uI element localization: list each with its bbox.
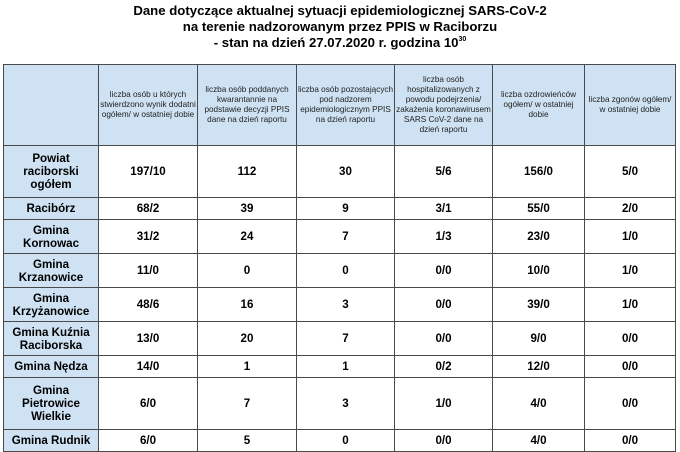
cell-value: 16 [240,298,254,311]
cell-value: 1/3 [435,230,452,243]
cell-value: 14/0 [136,360,160,373]
cell-hospitalized [395,198,493,220]
cell-deaths [585,356,676,378]
col-header-recovered: liczba ozdrowieńców ogółem/ w ostatniej dobie [493,65,585,146]
row-label: Gmina Krzyżanowice [4,288,99,322]
cell-value: 3 [342,397,349,410]
cell-value: 0/0 [435,434,452,447]
col-header-hospitalized: liczba osób hospitalizowanych z powodu podejrzenia/ zakażenia koronawirusem SARS CoV-2 dane na dzień raportu [395,65,493,146]
row-label: Gmina Pietrowice Wielkie [4,378,99,430]
cell-value: 24 [240,230,254,243]
cell-supervision [297,288,395,322]
cell-deaths [585,322,676,356]
cell-value: 0 [342,434,349,447]
row-label: Gmina Rudnik [4,430,99,452]
cell-value: 3/1 [435,202,452,215]
cell-value: 0/0 [435,264,452,277]
cell-value: 112 [237,165,257,178]
cell-value: 0/0 [435,332,452,345]
cell-value: 4/0 [530,397,547,410]
cell-value: 7 [243,397,251,410]
table-row [4,220,676,254]
col-header-quarantine: liczba osób poddanych kwarantannie na podstawie decyzji PPIS dane na dzień raportu [198,65,297,146]
cell-value: 1/0 [435,397,452,410]
cell-value: 31/2 [136,230,160,243]
cell-deaths [585,254,676,288]
cell-value: 9/0 [530,332,547,345]
cell-positive [99,220,198,254]
cell-hospitalized [395,220,493,254]
cell-deaths [585,220,676,254]
cell-hospitalized [395,146,493,198]
cell-supervision [297,146,395,198]
cell-value: 156/0 [523,165,553,178]
row-label: Powiat raciborski ogółem [4,146,99,198]
cell-positive [99,288,198,322]
cell-value: 48/6 [136,298,160,311]
cell-value: 68/2 [136,202,160,215]
cell-value: 0 [342,264,349,277]
cell-value: 5 [243,434,251,447]
cell-supervision [297,430,395,452]
cell-hospitalized [395,288,493,322]
cell-quarantine [198,322,297,356]
cell-recovered [493,322,585,356]
cell-supervision [297,198,395,220]
cell-value: 0/2 [435,360,452,373]
cell-positive [99,146,198,198]
cell-value: 197/10 [130,165,166,178]
title-line-2: na terenie nadzorowanym przez PPIS w Raciborzu [182,19,498,34]
cell-value: 1/0 [621,264,639,277]
cell-value: 3 [342,298,349,311]
cell-value: 13/0 [136,332,160,345]
cell-value: 0/0 [621,360,639,373]
cell-quarantine [198,220,297,254]
table-row [4,322,676,356]
cell-recovered [493,430,585,452]
cell-deaths [585,288,676,322]
cell-positive [99,356,198,378]
epidemiological-table [3,64,676,452]
title-time-minutes: 30 [458,36,467,43]
cell-value: 39 [240,202,254,215]
cell-value: 4/0 [530,434,547,447]
document-title [0,3,680,51]
cell-value: 30 [339,165,352,178]
row-label: Gmina Kuźnia Raciborska [4,322,99,356]
cell-deaths [585,430,676,452]
cell-value: 6/0 [139,397,157,410]
cell-deaths [585,146,676,198]
cell-deaths [585,198,676,220]
cell-value: 10/0 [527,264,550,277]
cell-value: 7 [342,332,349,345]
cell-value: 12/0 [527,360,550,373]
cell-value: 0/0 [621,332,639,345]
row-label: Gmina Krzanowice [4,254,99,288]
corner-cell [4,65,99,146]
cell-value: 1 [243,360,251,373]
table-row [4,146,676,198]
cell-value: 6/0 [139,434,157,447]
title-line-3 [0,35,680,51]
cell-hospitalized [395,254,493,288]
cell-value: 0/0 [435,298,452,311]
cell-deaths [585,378,676,430]
table-row [4,356,676,378]
table-row [4,430,676,452]
cell-supervision [297,220,395,254]
table-row [4,288,676,322]
table-row [4,198,676,220]
col-header-supervision: liczba osób pozostających pod nadzorem epidemiologicznym PPIS na dzień raportu [297,65,395,146]
cell-value: 11/0 [137,264,159,277]
cell-quarantine [198,254,297,288]
cell-quarantine [198,146,297,198]
cell-recovered [493,220,585,254]
cell-value: 5/0 [621,165,639,178]
cell-quarantine [198,378,297,430]
cell-supervision [297,254,395,288]
cell-value: 1/0 [621,298,639,311]
title-line-1: Dane dotyczące aktualnej sytuacji epidemiologicznej SARS-CoV-2 [133,3,547,18]
cell-supervision [297,322,395,356]
row-label: Racibórz [4,198,99,220]
table-row [4,378,676,430]
title-line-3-text: - stan na dzień 27.07.2020 r. godzina 10 [213,35,459,50]
cell-positive [99,322,198,356]
cell-quarantine [198,198,297,220]
cell-recovered [493,378,585,430]
cell-value: 9 [342,202,349,215]
col-header-positive: liczba osób u których stwierdzono wynik dodatni ogółem/ w ostatniej dobie [99,65,198,146]
col-header-deaths: liczba zgonów ogółem/ w ostatniej dobie [585,65,676,146]
cell-recovered [493,288,585,322]
cell-quarantine [198,356,297,378]
cell-value: 2/0 [621,202,639,215]
cell-value: 0/0 [621,434,639,447]
cell-recovered [493,146,585,198]
cell-value: 55/0 [527,202,550,215]
header-row [4,65,676,146]
cell-recovered [493,198,585,220]
cell-recovered [493,254,585,288]
cell-value: 1 [342,360,349,373]
cell-value: 0/0 [621,397,639,410]
cell-positive [99,430,198,452]
cell-positive [99,378,198,430]
cell-value: 1/0 [621,230,639,243]
table-row [4,254,676,288]
cell-supervision [297,356,395,378]
cell-value: 23/0 [527,230,550,243]
row-label: Gmina Nędza [4,356,99,378]
cell-supervision [297,378,395,430]
cell-quarantine [198,430,297,452]
cell-recovered [493,356,585,378]
cell-positive [99,254,198,288]
cell-hospitalized [395,430,493,452]
cell-value: 5/6 [435,165,452,178]
cell-value: 39/0 [527,298,550,311]
row-label: Gmina Kornowac [4,220,99,254]
cell-hospitalized [395,322,493,356]
cell-hospitalized [395,378,493,430]
cell-value: 20 [240,332,254,345]
cell-positive [99,198,198,220]
cell-value: 0 [243,264,251,277]
cell-hospitalized [395,356,493,378]
cell-value: 7 [342,230,349,243]
cell-quarantine [198,288,297,322]
